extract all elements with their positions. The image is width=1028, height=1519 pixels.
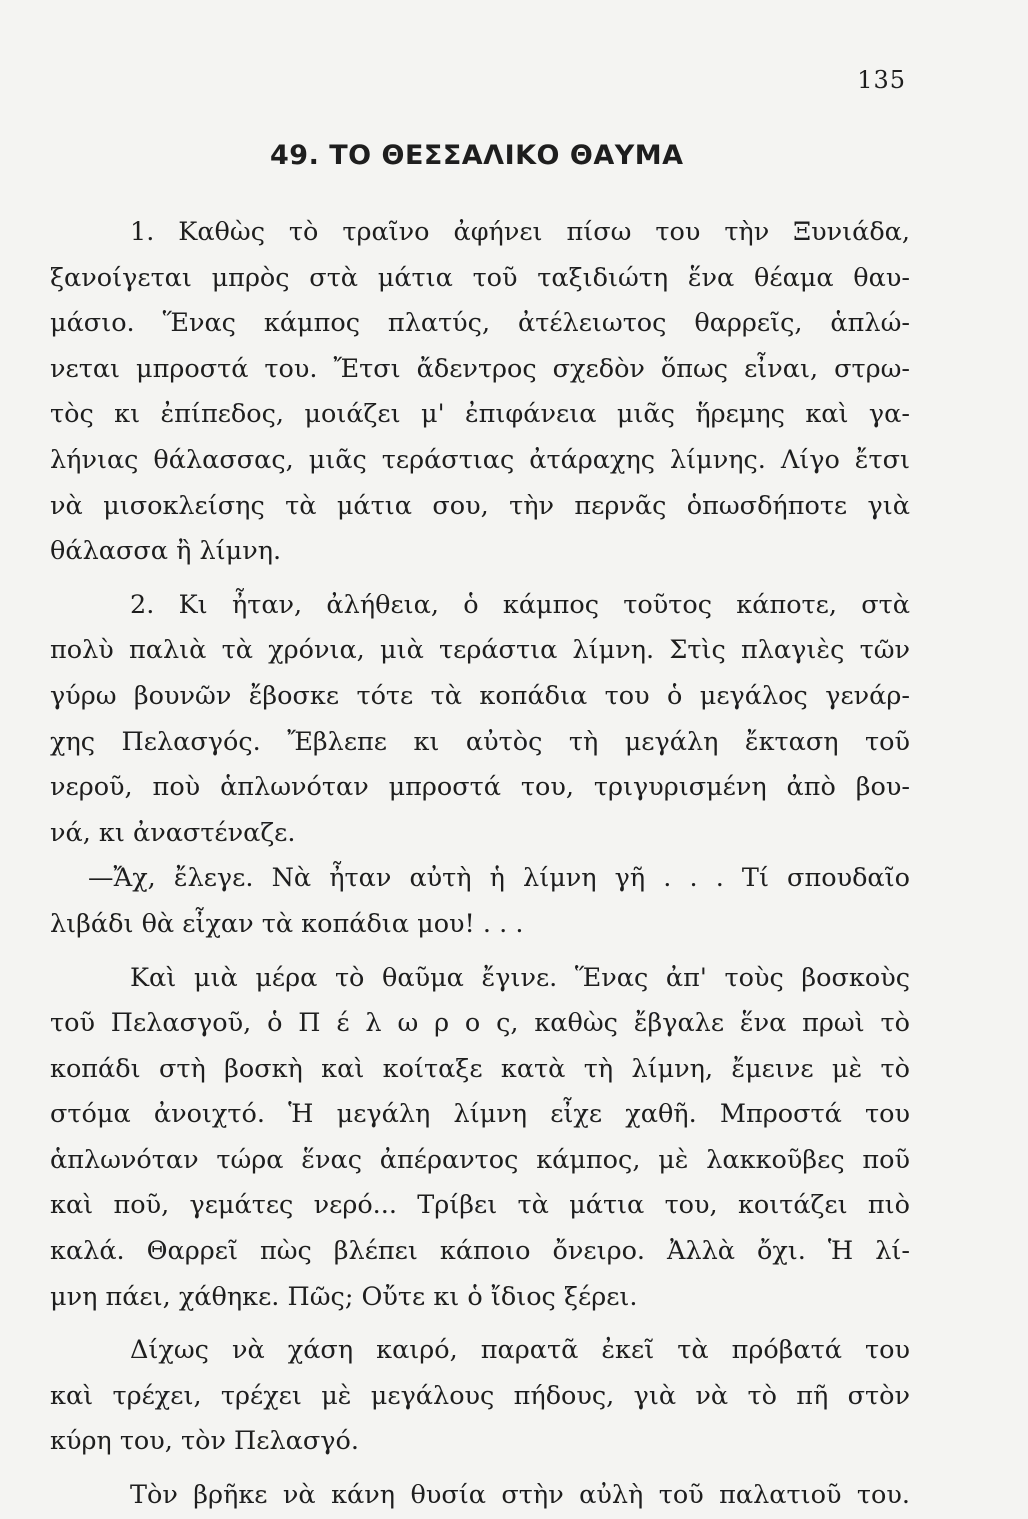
paragraph-4 — [50, 956, 910, 1321]
paragraph-1 — [50, 210, 910, 575]
text-line: Τὸν βρῆκε νὰ κάνη θυσία στὴν αὐλὴ τοῦ παλατιοῦ του. — [130, 1480, 910, 1511]
page-number: 135 — [857, 66, 906, 94]
text-line: νεται μπροστά του. Ἔτσι ἄδεντρος σχεδὸν ὅπως εἶναι, στρω- — [50, 353, 910, 384]
text-line: ξανοίγεται μπρὸς στὰ μάτια τοῦ ταξιδιώτη ἕνα θέαμα θαυ- — [50, 262, 910, 293]
text-line: νά, κι ἀναστέναζε. — [50, 817, 296, 848]
text-line: νεροῦ, ποὺ ἁπλωνόταν μπροστά του, τριγυρισμένη ἀπὸ βου- — [50, 772, 910, 803]
text-line: ἁπλωνόταν τώρα ἕνας ἀπέραντος κάμπος, μὲ λακκοῦβες ποῦ — [50, 1144, 910, 1175]
text-line: λιβάδι θὰ εἶχαν τὰ κοπάδια μου! . . . — [50, 908, 524, 939]
text-line: —Ἄχ, ἔλεγε. Νὰ ἦταν αὐτὴ ἡ λίμνη γῆ . . . Τί σπουδαῖο — [88, 863, 910, 894]
text-line: Δίχως νὰ χάση καιρό, παρατᾶ ἐκεῖ τὰ πρόβατά του — [130, 1335, 910, 1366]
text-line: νὰ μισοκλείσης τὰ μάτια σου, τὴν περνᾶς ὁπωσδήποτε γιὰ — [50, 490, 910, 521]
text-line: κοπάδι στὴ βοσκὴ καὶ κοίταξε κατὰ τὴ λίμνη, ἔμεινε μὲ τὸ — [50, 1053, 910, 1084]
text-line: κύρη του, τὸν Πελασγό. — [50, 1426, 359, 1457]
text-line: μάσιο. Ἕνας κάμπος πλατύς, ἀτέλειωτος θαρρεῖς, ἁπλώ- — [50, 308, 910, 339]
chapter-title: 49. ΤΟ ΘΕΣΣΑΛΙΚΟ ΘΑΥΜΑ — [270, 140, 684, 171]
text-line: καὶ ποῦ, γεμάτες νερό... Τρίβει τὰ μάτια του, κοιτάζει πιὸ — [50, 1190, 910, 1221]
paragraph-3-dialogue — [50, 856, 910, 947]
text-line: Καὶ μιὰ μέρα τὸ θαῦμα ἔγινε. Ἕνας ἀπ' τοὺς βοσκοὺς — [130, 962, 910, 993]
text-line: τοῦ Πελασγοῦ, ὁ Π έ λ ω ρ ο ς, καθὼς ἔβγαλε ἕνα πρωὶ τὸ — [50, 1008, 910, 1039]
text-line: θάλασσα ἢ λίμνη. — [50, 536, 282, 567]
text-line: γύρω βουνῶν ἔβοσκε τότε τὰ κοπάδια του ὁ μεγάλος γενάρ- — [50, 680, 910, 711]
text-line: καλά. Θαρρεῖ πὼς βλέπει κάποιο ὄνειρο. Ἀλλὰ ὄχι. Ἡ λί- — [50, 1236, 910, 1267]
text-line: μνη πάει, χάθηκε. Πῶς; Οὔτε κι ὁ ἴδιος ξέρει. — [50, 1281, 638, 1312]
text-line: καὶ τρέχει, τρέχει μὲ μεγάλους πήδους, γιὰ νὰ τὸ πῆ στὸν — [50, 1380, 910, 1411]
text-line: τὸς κι ἐπίπεδος, μοιάζει μ' ἐπιφάνεια μιᾶς ἥρεμης καὶ γα- — [50, 399, 910, 430]
body-text — [50, 210, 910, 1519]
paragraph-6 — [50, 1473, 910, 1519]
text-line: 1. Καθὼς τὸ τραῖνο ἀφήνει πίσω του τὴν Ξυνιάδα, — [130, 217, 910, 247]
paragraph-5 — [50, 1328, 910, 1465]
text-line: λήνιας θάλασσας, μιᾶς τεράστιας ἀτάραχης λίμνης. Λίγο ἔτσι — [50, 444, 910, 475]
text-line: πολὺ παλιὰ τὰ χρόνια, μιὰ τεράστια λίμνη. Στὶς πλαγιὲς τῶν — [50, 635, 910, 666]
text-line: 2. Κι ἦταν, ἀλήθεια, ὁ κάμπος τοῦτος κάποτε, στὰ — [130, 589, 910, 620]
text-line: χης Πελασγός. Ἔβλεπε κι αὐτὸς τὴ μεγάλη ἔκταση τοῦ — [50, 726, 910, 757]
text-line: στόμα ἀνοιχτό. Ἡ μεγάλη λίμνη εἶχε χαθῆ. Μπροστά του — [50, 1099, 910, 1130]
paragraph-2 — [50, 583, 910, 857]
